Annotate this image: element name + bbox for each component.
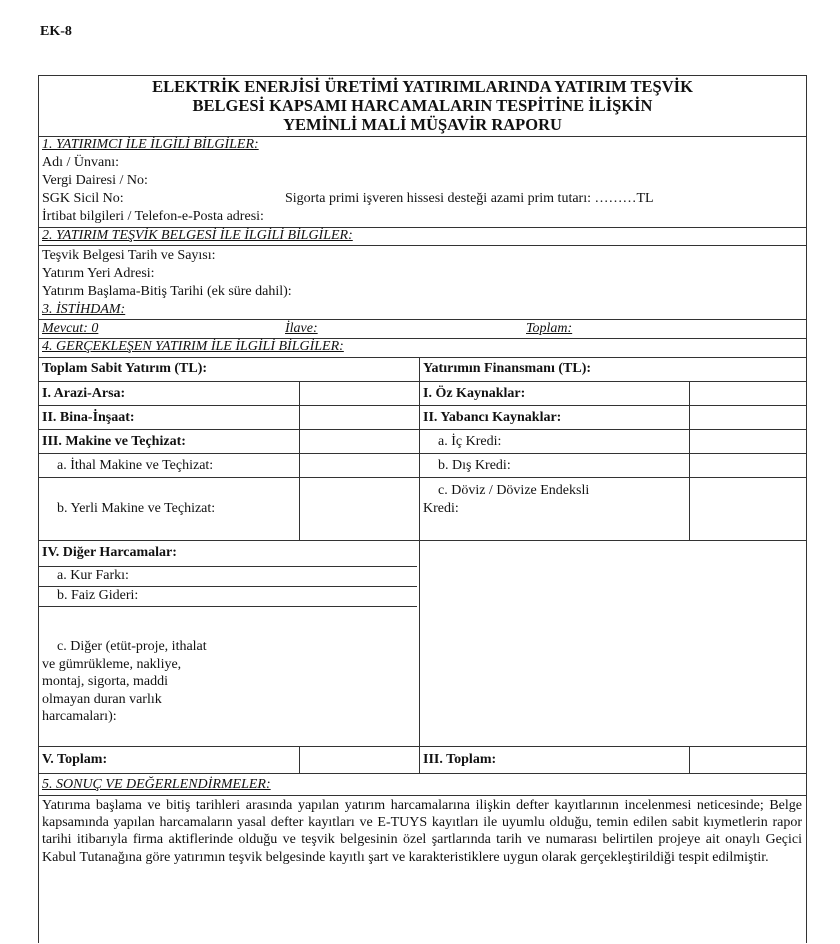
equity-label: I. Öz Kaynaklar: — [423, 386, 526, 401]
table-right-total-value-column — [689, 746, 690, 773]
financing-header: Yatırımın Finansmanı (TL): — [423, 361, 592, 376]
table-row-line — [39, 606, 417, 607]
left-total-label: V. Toplam: — [42, 752, 108, 767]
conclusion-text: Yatırıma başlama ve bitiş tarihleri arasında yapılan yatırım harcamalarına ilişkin defter kayıtlarının incelenmesi neticesinde; Belge kapsamında yapılan harcamaların yasal defter kayıtları ve E-TUYS kayıtları ile uyumlu olduğu, temin edilen sabit kıymetlerin rapor tarihi itibarıyla firma aktiflerinde olduğu ve teşvik belgesinin özel şartlarında tarih ve numarası belirtilen projeye ait onaylı Geçici Kabul Tutanağına göre yatırımın teşvik belgesinde kayıtlı şart ve karakteristiklere uygun olarak gerçekleştirildiği tespit edilmiştir. — [42, 798, 802, 865]
other-c-line: c. Diğer (etüt-proje, ithalat — [57, 639, 207, 654]
title-line-2: BELGESİ KAPSAMI HARCAMALARIN TESPİTİNE İLİŞKİN — [192, 96, 653, 115]
premium-label: Sigorta primi işveren hissesi desteği azami prim tutarı: ………TL — [285, 191, 654, 206]
interest-expense-label: b. Faiz Gideri: — [57, 588, 139, 603]
section4-heading: 4. GERÇEKLEŞEN YATIRIM İLE İLGİLİ BİLGİLER: — [42, 339, 344, 354]
section2-heading: 2. YATIRIM TEŞVİK BELGESİ İLE İLGİLİ BİLGİLER: — [42, 228, 353, 243]
employment-existing: Mevcut: 0 — [42, 321, 99, 336]
report-form — [38, 75, 807, 943]
tax-office-label: Vergi Dairesi / No: — [42, 173, 148, 188]
table-row-line — [39, 746, 806, 747]
contact-label: İrtibat bilgileri / Telefon-e-Posta adresi: — [42, 209, 264, 224]
investor-name-label: Adı / Ünvanı: — [42, 155, 119, 170]
document-code: EK-8 — [40, 24, 72, 39]
table-row-line — [39, 405, 806, 406]
other-c-label — [42, 638, 207, 726]
section1-heading: 1. YATIRIMCI İLE İLGİLİ BİLGİLER: — [42, 137, 259, 152]
divider — [39, 795, 806, 796]
right-total-label: III. Toplam: — [423, 752, 497, 767]
employment-added: İlave: — [285, 321, 318, 336]
investment-dates-label: Yatırım Başlama-Bitiş Tarihi (ek süre dahil): — [42, 284, 292, 299]
fx-credit-line: c. Döviz / Dövize Endeksli — [438, 483, 590, 498]
building-label: II. Bina-İnşaat: — [42, 410, 135, 425]
table-top-border — [39, 357, 806, 358]
fixed-investment-header: Toplam Sabit Yatırım (TL): — [42, 361, 208, 376]
section5-heading: 5. SONUÇ VE DEĞERLENDİRMELER: — [42, 777, 271, 792]
other-c-line: montaj, sigorta, maddi — [42, 674, 168, 689]
location-label: Yatırım Yeri Adresi: — [42, 266, 155, 281]
other-c-line: harcamaları): — [42, 709, 117, 724]
title-line-3: YEMİNLİ MALİ MÜŞAVİR RAPORU — [283, 115, 562, 134]
title-line-1: ELEKTRİK ENERJİSİ ÜRETİMİ YATIRIMLARINDA YATIRIM TEŞVİK — [152, 77, 693, 96]
machinery-label: III. Makine ve Teçhizat: — [42, 434, 186, 449]
section3-heading: 3. İSTİHDAM: — [42, 302, 126, 317]
other-c-line: olmayan duran varlık — [42, 691, 162, 707]
form-title — [39, 76, 806, 137]
domestic-credit-label: a. İç Kredi: — [438, 434, 502, 449]
foreign-credit-label: b. Dış Kredi: — [438, 458, 511, 473]
table-bottom-border — [39, 773, 806, 774]
fx-credit-line: Kredi: — [423, 501, 459, 516]
domestic-machinery-label: b. Yerli Makine ve Teçhizat: — [57, 501, 216, 516]
table-row-line — [39, 429, 806, 430]
other-expenses-label: IV. Diğer Harcamalar: — [42, 545, 177, 560]
table-row-line — [39, 453, 806, 454]
divider — [39, 245, 806, 246]
table-row-line — [39, 540, 806, 541]
fx-difference-label: a. Kur Farkı: — [57, 568, 129, 583]
land-label: I. Arazi-Arsa: — [42, 386, 126, 401]
table-center-divider — [419, 357, 420, 773]
other-c-line: ve gümrükleme, nakliye, — [42, 656, 182, 672]
fx-indexed-credit-label — [423, 482, 589, 518]
sgk-label: SGK Sicil No: — [42, 191, 124, 206]
certificate-date-label: Teşvik Belgesi Tarih ve Sayısı: — [42, 248, 216, 263]
imported-machinery-label: a. İthal Makine ve Teçhizat: — [57, 458, 214, 473]
employment-total: Toplam: — [526, 321, 573, 336]
table-row-line — [39, 477, 806, 478]
table-left-total-value-column — [299, 746, 300, 773]
foreign-sources-label: II. Yabancı Kaynaklar: — [423, 410, 562, 425]
table-row-line — [39, 381, 806, 382]
